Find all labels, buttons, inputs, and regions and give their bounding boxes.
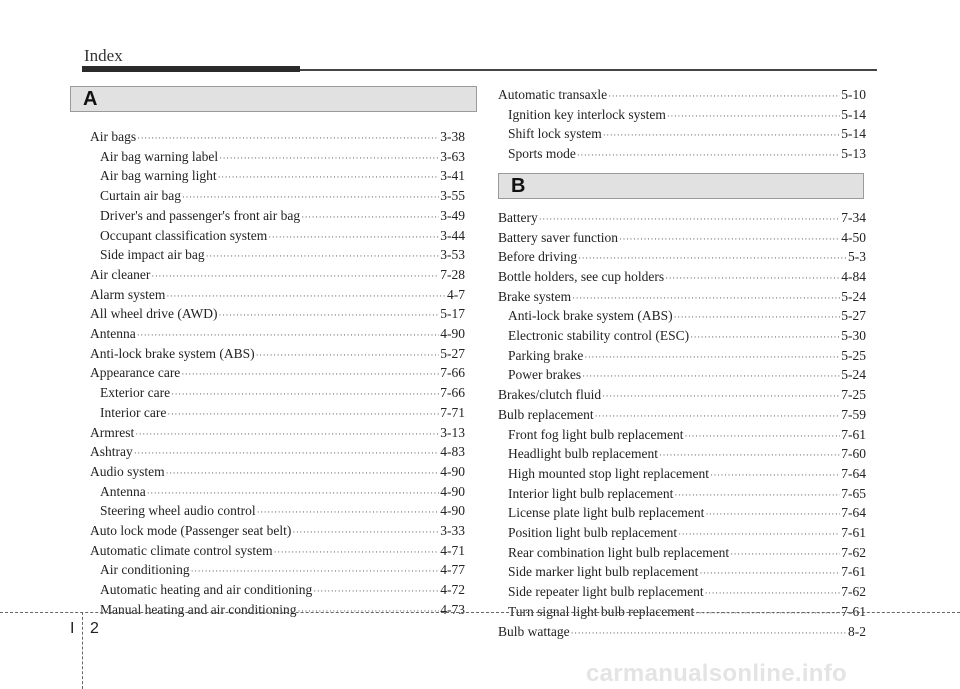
entry-term: Front fog light bulb replacement	[508, 426, 684, 442]
index-entry	[498, 229, 866, 249]
entry-page-ref: 3-55	[440, 188, 465, 204]
dot-leader	[578, 249, 847, 268]
dot-leader	[619, 230, 840, 249]
page-header-title: Index	[84, 46, 123, 65]
entry-term: Brake system	[498, 288, 572, 304]
index-entry	[90, 424, 465, 444]
entry-term: Air bags	[90, 129, 137, 144]
entry-term: Side repeater light bulb replacement	[508, 584, 704, 600]
index-entry	[90, 345, 465, 365]
entry-page-ref: 3-44	[440, 227, 465, 243]
entry-term: Bottle holders, see cup holders	[498, 268, 665, 284]
entry-page-ref: 5-30	[841, 328, 866, 344]
dot-leader	[256, 346, 440, 365]
entry-page-ref: 5-24	[841, 288, 866, 304]
header-rule-thick	[82, 66, 300, 72]
entry-page-ref: 5-13	[841, 146, 866, 162]
index-entry	[498, 288, 866, 308]
entry-page-ref: 4-90	[440, 483, 465, 499]
entry-term: Anti-lock brake system (ABS)	[508, 308, 673, 324]
entry-page-ref: 5-27	[440, 345, 465, 361]
index-entry	[498, 623, 866, 643]
entry-page-ref: 7-61	[841, 603, 866, 619]
watermark-text: carmanualsonline.info	[586, 660, 848, 687]
entry-page-ref: 4-83	[440, 444, 465, 460]
dot-leader	[181, 365, 439, 384]
entry-page-ref: 7-34	[841, 209, 866, 225]
index-subentry	[498, 583, 866, 603]
dot-leader	[608, 87, 840, 106]
dot-leader	[218, 168, 440, 187]
entry-page-ref: 7-25	[841, 387, 866, 403]
index-subentry	[498, 485, 866, 505]
entry-term: License plate light bulb replacement	[508, 505, 705, 521]
entry-page-ref: 7-28	[440, 266, 465, 282]
index-entry	[498, 86, 866, 106]
index-entry	[90, 128, 465, 148]
index-entry	[498, 268, 866, 288]
dot-leader	[577, 146, 840, 165]
entry-term: Armrest	[90, 424, 135, 440]
dot-leader	[257, 503, 440, 522]
entry-page-ref: 5-10	[841, 87, 866, 102]
dot-leader	[690, 328, 840, 347]
index-subentry	[90, 246, 465, 266]
index-entry	[90, 522, 465, 542]
entry-page-ref: 3-53	[440, 247, 465, 263]
index-subentry	[90, 581, 465, 601]
entry-page-ref: 7-59	[841, 406, 866, 422]
entry-term: Turn signal light bulb replacement	[508, 603, 695, 619]
dot-leader	[678, 525, 840, 544]
entry-page-ref: 4-71	[440, 542, 465, 558]
dot-leader	[595, 407, 841, 426]
entry-page-ref: 7-64	[841, 505, 866, 521]
dot-leader	[268, 228, 439, 247]
index-subentry	[498, 544, 866, 564]
entry-page-ref: 4-84	[841, 268, 866, 284]
entry-term: Battery	[498, 209, 538, 225]
index-entry	[90, 286, 465, 306]
entry-page-ref: 5-17	[440, 306, 465, 322]
entry-term: Audio system	[90, 463, 165, 479]
index-column-right	[498, 86, 866, 642]
entry-term: Alarm system	[90, 286, 166, 302]
dot-leader	[602, 387, 840, 406]
index-subentry	[90, 561, 465, 581]
dot-leader	[674, 486, 840, 505]
dot-leader	[151, 267, 439, 286]
dot-leader	[134, 444, 440, 463]
entry-page-ref: 3-41	[440, 168, 465, 184]
entry-term: Occupant classification system	[100, 227, 268, 243]
entry-term: Antenna	[90, 326, 136, 342]
index-subentry	[90, 483, 465, 503]
section-header-a	[70, 86, 477, 112]
entry-term: Bulb replacement	[498, 406, 594, 422]
section-letter-a: A	[83, 88, 98, 110]
entry-term: Shift lock system	[508, 126, 602, 142]
entry-term: Steering wheel audio control	[100, 503, 256, 519]
dot-leader	[219, 306, 440, 325]
entry-term: Interior care	[100, 404, 167, 420]
dot-leader	[710, 466, 840, 485]
index-subentry	[90, 601, 465, 621]
entry-list-left	[90, 128, 465, 621]
footer-rule-horizontal	[0, 612, 960, 613]
entry-page-ref: 5-3	[848, 249, 866, 265]
entry-page-ref: 7-62	[841, 584, 866, 600]
footer-rule-vertical	[82, 612, 83, 689]
index-entry	[90, 266, 465, 286]
entry-page-ref: 7-61	[841, 525, 866, 541]
dot-leader	[182, 188, 439, 207]
dot-leader	[667, 107, 840, 126]
dot-leader	[705, 505, 840, 524]
index-subentry	[498, 465, 866, 485]
entry-page-ref: 7-61	[841, 426, 866, 442]
index-subentry	[498, 504, 866, 524]
entry-term: Side impact air bag	[100, 247, 205, 263]
entry-term: Driver's and passenger's front air bag	[100, 207, 301, 223]
entry-term: Anti-lock brake system (ABS)	[90, 345, 255, 361]
entry-list-right-b	[498, 209, 866, 642]
entry-term: Antenna	[100, 483, 146, 499]
index-subentry	[90, 167, 465, 187]
entry-page-ref: 4-73	[440, 601, 465, 617]
dot-leader	[166, 464, 440, 483]
dot-leader	[665, 269, 840, 288]
entry-page-ref: 8-2	[848, 623, 866, 639]
dot-leader	[274, 543, 440, 562]
entry-page-ref: 7-71	[440, 404, 465, 420]
index-subentry	[498, 426, 866, 446]
index-column-left	[83, 86, 465, 621]
entry-term: Parking brake	[508, 347, 584, 363]
index-entry	[90, 325, 465, 345]
entry-term: Automatic heating and air conditioning	[100, 582, 313, 598]
entry-page-ref: 7-66	[440, 365, 465, 381]
index-subentry	[90, 404, 465, 424]
entry-list-right-a	[498, 86, 866, 165]
entry-page-ref: 4-50	[841, 229, 866, 245]
page-section-letter: I	[70, 620, 75, 637]
index-entry	[498, 406, 866, 426]
index-entry	[90, 443, 465, 463]
entry-page-ref: 7-65	[841, 485, 866, 501]
index-subentry	[90, 207, 465, 227]
entry-term: Interior light bulb replacement	[508, 485, 674, 501]
entry-page-ref: 4-90	[440, 503, 465, 519]
entry-page-ref: 7-66	[440, 385, 465, 401]
index-entry	[90, 463, 465, 483]
entry-page-ref: 3-38	[440, 129, 465, 144]
page-number-value: 2	[90, 620, 99, 637]
entry-term: Air bag warning light	[100, 168, 217, 184]
index-entry	[90, 542, 465, 562]
dot-leader	[147, 484, 440, 503]
entry-term: Ignition key interlock system	[508, 106, 666, 122]
index-subentry	[498, 445, 866, 465]
entry-page-ref: 3-63	[440, 148, 465, 164]
dot-leader	[584, 348, 840, 367]
dot-leader	[699, 564, 840, 583]
entry-page-ref: 7-61	[841, 564, 866, 580]
entry-page-ref: 4-77	[440, 562, 465, 578]
entry-page-ref: 4-90	[440, 326, 465, 342]
dot-leader	[659, 446, 840, 465]
entry-page-ref: 5-14	[841, 106, 866, 122]
dot-leader	[167, 405, 439, 424]
dot-leader	[571, 624, 847, 643]
entry-term: Manual heating and air conditioning	[100, 601, 297, 617]
entry-term: Auto lock mode (Passenger seat belt)	[90, 523, 292, 539]
entry-term: Electronic stability control (ESC)	[508, 328, 690, 344]
index-subentry	[498, 524, 866, 544]
dot-leader	[171, 385, 439, 404]
dot-leader	[684, 427, 840, 446]
dot-leader	[572, 289, 840, 308]
dot-leader	[705, 584, 841, 603]
entry-term: Exterior care	[100, 385, 171, 401]
dot-leader	[695, 604, 840, 623]
index-subentry	[90, 148, 465, 168]
entry-term: Rear combination light bulb replacement	[508, 544, 730, 560]
section-letter-b: B	[511, 174, 526, 197]
entry-term: Battery saver function	[498, 229, 618, 245]
entry-term: Bulb wattage	[498, 623, 570, 639]
entry-term: Appearance care	[90, 365, 181, 381]
index-subentry	[498, 347, 866, 367]
entry-term: Air conditioning	[100, 562, 190, 578]
index-subentry	[498, 366, 866, 386]
entry-term: Air cleaner	[90, 266, 151, 282]
index-entry	[90, 305, 465, 325]
dot-leader	[137, 326, 440, 345]
entry-term: Position light bulb replacement	[508, 525, 678, 541]
entry-page-ref: 4-7	[447, 286, 465, 302]
entry-page-ref: 7-64	[841, 465, 866, 481]
entry-term: Brakes/clutch fluid	[498, 387, 602, 403]
entry-page-ref: 3-13	[440, 424, 465, 440]
index-subentry	[498, 307, 866, 327]
entry-term: Before driving	[498, 249, 578, 265]
section-header-b	[498, 173, 864, 199]
entry-page-ref: 3-49	[440, 207, 465, 223]
entry-term: Ashtray	[90, 444, 133, 460]
entry-page-ref: 4-90	[440, 463, 465, 479]
entry-page-ref: 4-72	[440, 582, 465, 598]
index-subentry	[498, 327, 866, 347]
entry-page-ref: 7-60	[841, 446, 866, 462]
dot-leader	[674, 308, 841, 327]
index-entry	[498, 209, 866, 229]
entry-term: Headlight bulb replacement	[508, 446, 658, 462]
dot-leader	[292, 523, 439, 542]
index-subentry	[498, 125, 866, 145]
dot-leader	[135, 425, 439, 444]
index-subentry	[498, 106, 866, 126]
entry-term: Automatic transaxle	[498, 87, 608, 102]
index-subentry	[90, 227, 465, 247]
entry-term: Automatic climate control system	[90, 542, 273, 558]
entry-page-ref: 7-62	[841, 544, 866, 560]
index-subentry	[498, 145, 866, 165]
dot-leader	[539, 210, 841, 229]
entry-term: All wheel drive (AWD)	[90, 306, 218, 322]
dot-leader	[166, 287, 446, 306]
dot-leader	[301, 208, 439, 227]
entry-term: High mounted stop light replacement	[508, 465, 709, 481]
dot-leader	[191, 562, 440, 581]
index-subentry	[90, 384, 465, 404]
index-entry	[498, 248, 866, 268]
index-subentry	[498, 563, 866, 583]
entry-term: Air bag warning label	[100, 148, 219, 164]
entry-term: Curtain air bag	[100, 188, 181, 204]
dot-leader	[219, 149, 439, 168]
dot-leader	[313, 582, 439, 601]
index-entry	[498, 386, 866, 406]
dot-leader	[582, 367, 840, 386]
entry-page-ref: 5-25	[841, 347, 866, 363]
dot-leader	[603, 126, 841, 145]
entry-term: Power brakes	[508, 367, 582, 383]
entry-page-ref: 3-33	[440, 523, 465, 539]
dot-leader	[206, 247, 440, 266]
entry-page-ref: 5-14	[841, 126, 866, 142]
entry-page-ref: 5-27	[841, 308, 866, 324]
dot-leader	[730, 545, 840, 564]
entry-page-ref: 5-24	[841, 367, 866, 383]
entry-term: Sports mode	[508, 146, 576, 162]
entry-term: Side marker light bulb replacement	[508, 564, 699, 580]
index-subentry	[90, 187, 465, 207]
index-subentry	[90, 502, 465, 522]
index-entry	[90, 364, 465, 384]
dot-leader	[137, 129, 439, 148]
